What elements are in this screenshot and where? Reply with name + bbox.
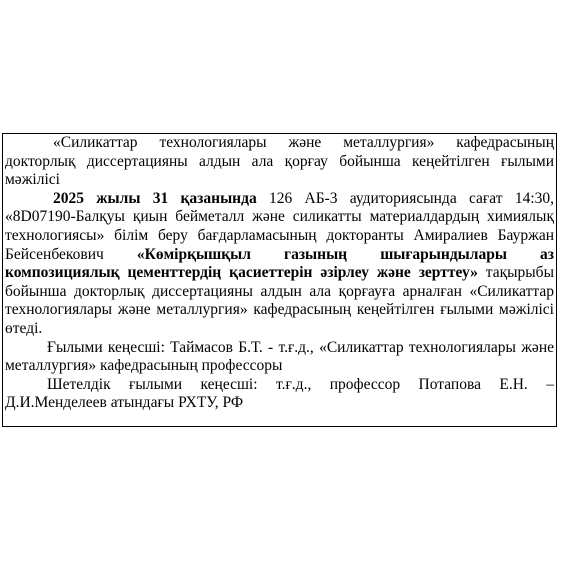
defense-details: 126 АБ-3 аудиториясында сағат 14:30, «8D07190-Балқуы қиын бейметалл және силикатты материалдардың химиялық технологиясы» білім беру бағдарламасының докторанты Амиралиев Бауржан Бейсенбекович (5, 189, 554, 263)
defense-date: 2025 жылы 31 қазанында (53, 189, 257, 207)
defense-details-continued: тақырыбы бойынша докторлық диссертацияны алдын ала қорғауға арналған «Силикаттар технологиялары және металлургия» кафедрасының кеңейтілген ғылыми мәжілісі өтеді. (5, 264, 554, 337)
dissertation-title: «Көмірқышқыл газының шығарындылары аз композициялық цементтердің қасиеттерін әзірлеу және зерттеу» (5, 245, 554, 282)
details-paragraph (5, 190, 554, 339)
advisor-paragraph: Ғылыми кеңесші: Таймасов Б.Т. - т.ғ.д., «Силикаттар технологиялары және металлургия» кафедрасының профессоры (5, 338, 554, 375)
frame-bottom-border (2, 426, 557, 427)
announcement-text (5, 134, 554, 413)
intro-paragraph: «Силикаттар технологиялары және металлургия» кафедрасының докторлық диссертацияны алдын ала қорғау бойынша кеңейтілген ғылыми мәжілісі (5, 134, 554, 189)
foreign-advisor-paragraph: Шетелдік ғылыми кеңесші: т.ғ.д., профессор Потапова Е.Н. – Д.И.Менделеев атындағы РХТУ, РФ (5, 375, 554, 412)
